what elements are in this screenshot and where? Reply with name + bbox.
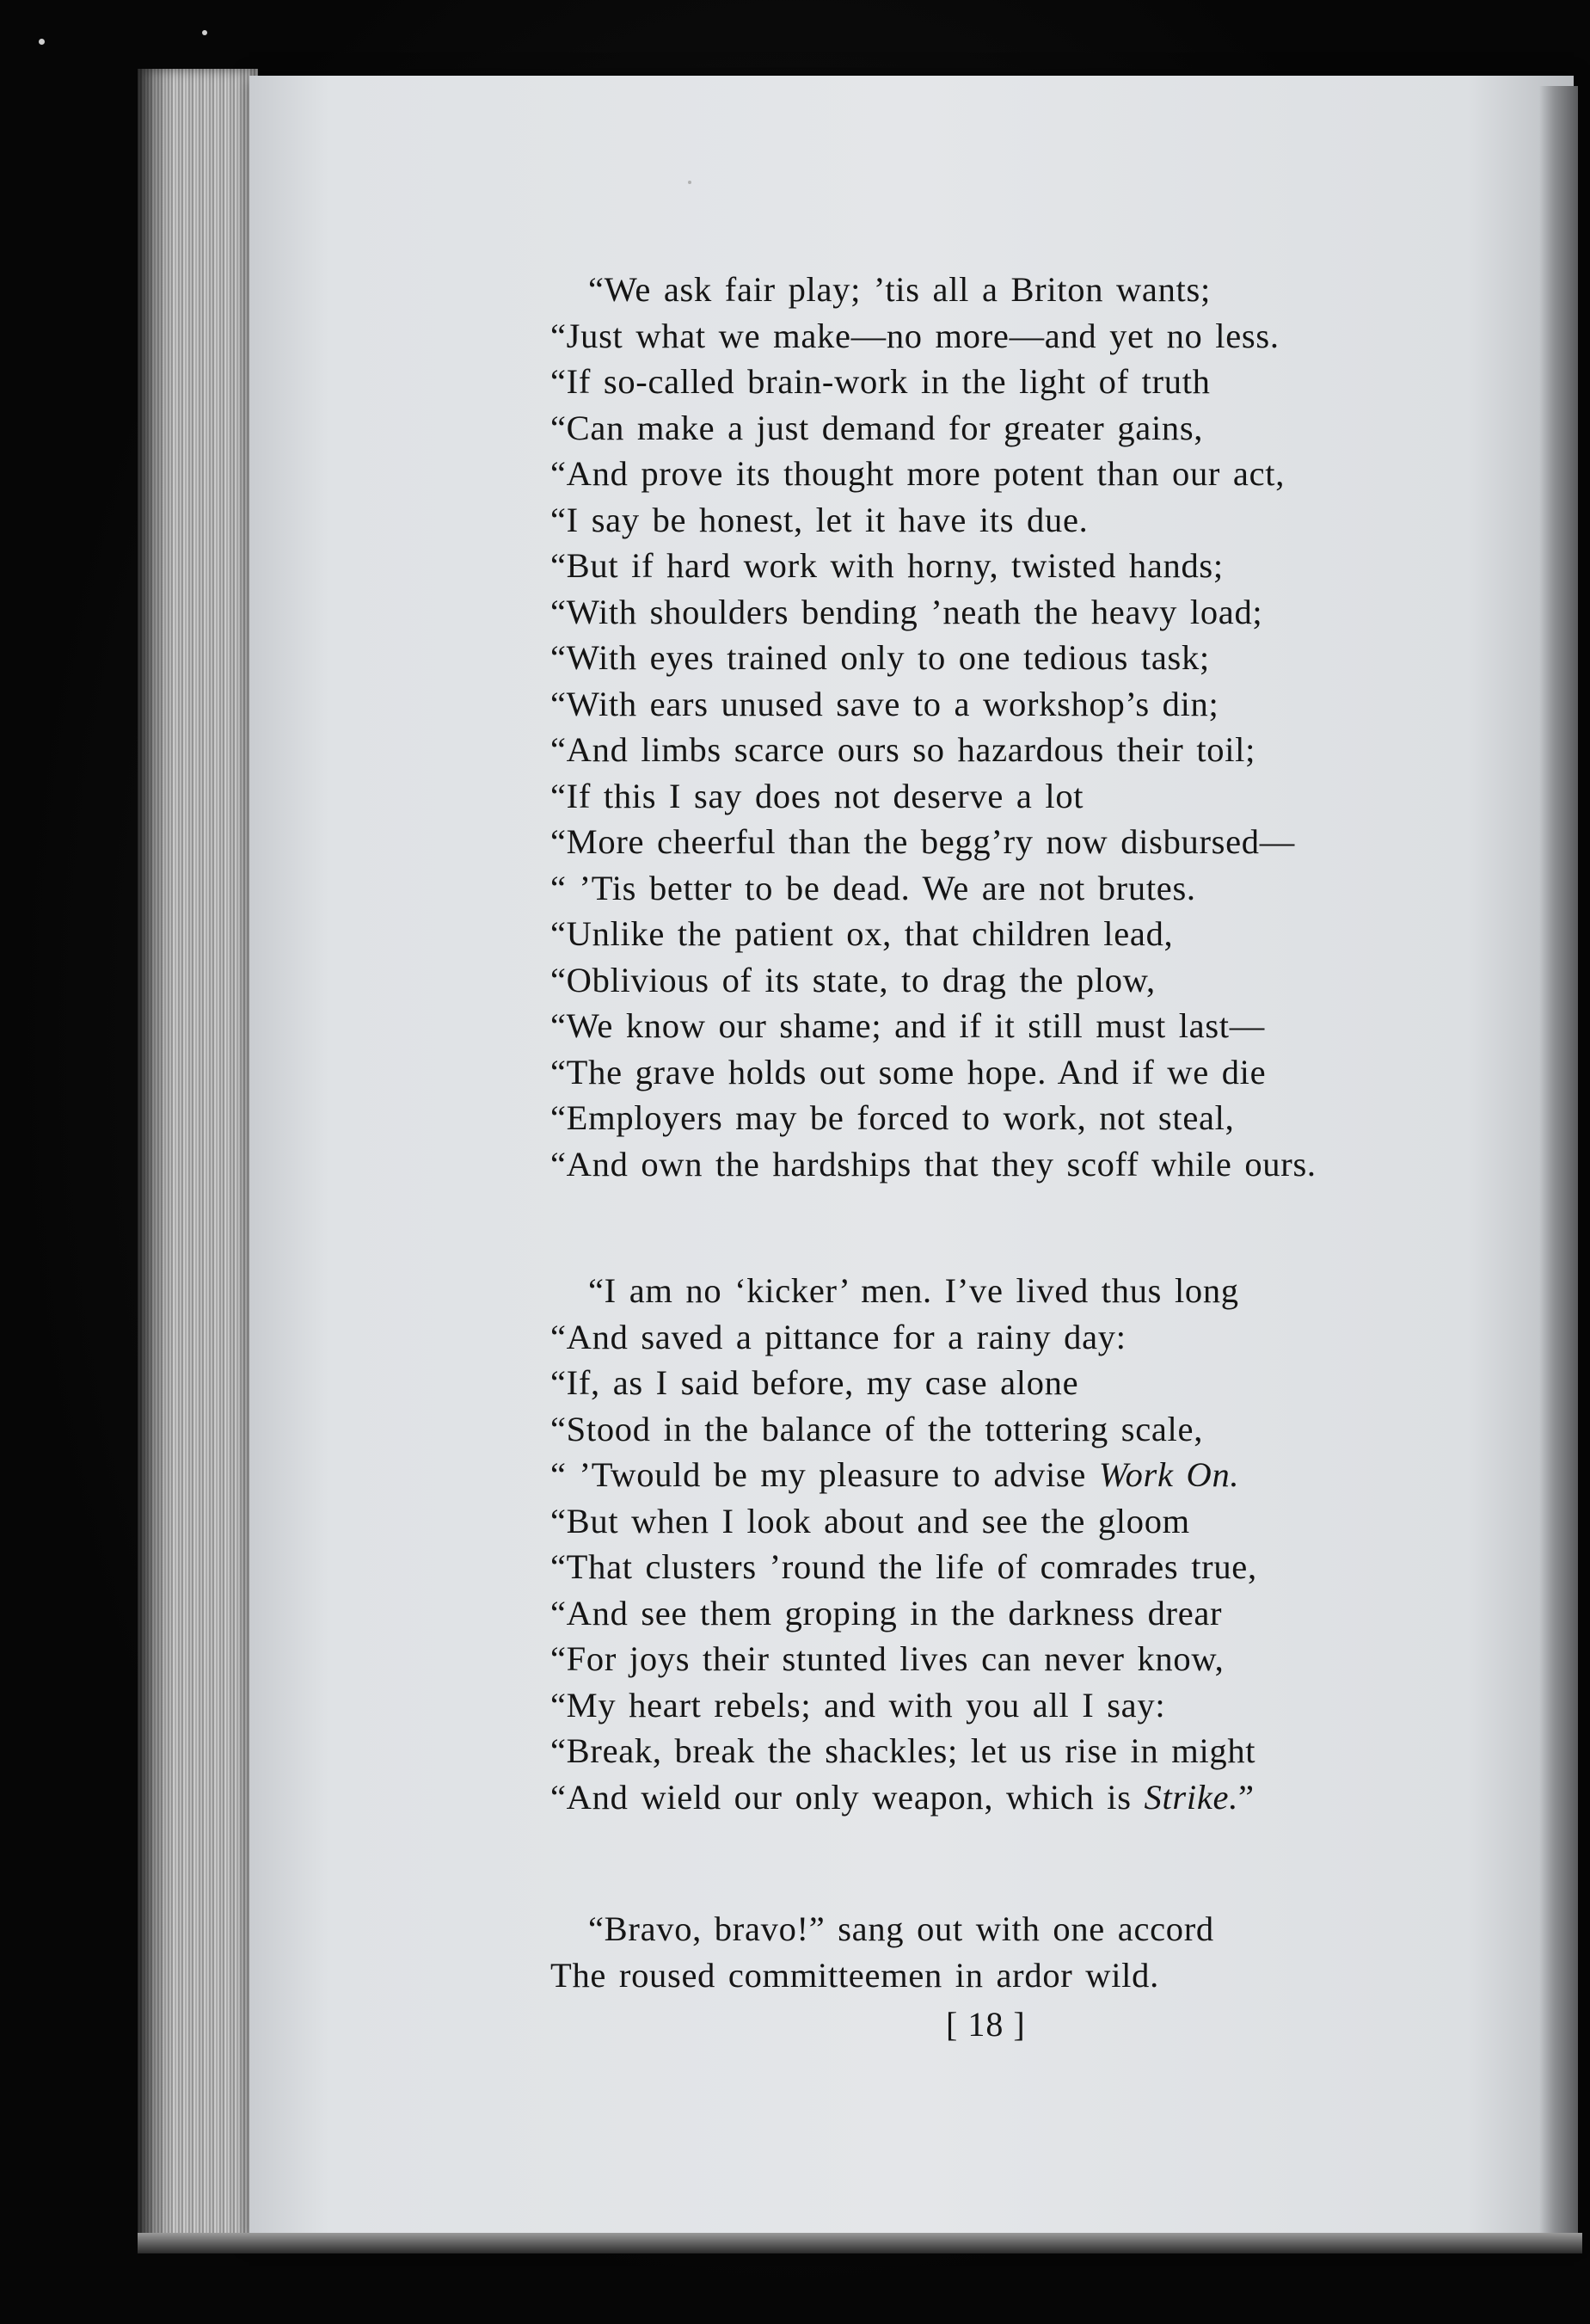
verse-line: “Just what we make—no more—and yet no less. <box>550 316 1280 355</box>
page-curl-shadow <box>1539 86 1578 2236</box>
verse-line: “And see them groping in the darkness drear <box>550 1593 1223 1632</box>
verse-line <box>550 1452 1496 1498</box>
verse-line: “We know our shame; and if it still must last— <box>550 1006 1265 1045</box>
stanza-3 <box>550 1906 1496 1998</box>
verse-line: “The grave holds out some hope. And if we die <box>550 1052 1267 1091</box>
verse-line: “More cheerful than the begg’ry now disbursed— <box>550 822 1295 861</box>
verse-line: “For joys their stunted lives can never know, <box>550 1639 1225 1678</box>
verse-line: “Employers may be forced to work, not steal, <box>550 1098 1235 1137</box>
stanza-1 <box>550 267 1496 1187</box>
book-bottom-edge <box>138 2233 1582 2253</box>
italic-emphasis: Strike. <box>1144 1777 1239 1817</box>
stanza-break <box>550 1187 1496 1268</box>
verse-line: “My heart rebels; and with you all I say: <box>550 1685 1166 1725</box>
verse-line: “ ’Tis better to be dead. We are not brutes. <box>550 868 1196 907</box>
verse-line: “That clusters ’round the life of comrades true, <box>550 1547 1257 1586</box>
verse-line: “Unlike the patient ox, that children lead, <box>550 914 1174 953</box>
verse-line: “If so-called brain-work in the light of truth <box>550 362 1211 401</box>
verse-line: “Bravo, bravo!” sang out with one accord <box>588 1909 1214 1948</box>
verse-line: The roused committeemen in ardor wild. <box>550 1955 1159 1995</box>
verse-line: “Can make a just demand for greater gains, <box>550 408 1204 447</box>
verse-line: “With ears unused save to a workshop’s din; <box>550 684 1219 723</box>
stanza-break <box>550 1820 1496 1906</box>
italic-emphasis: Work On. <box>1098 1455 1240 1494</box>
verse-line: “I am no ‘kicker’ men. I’ve lived thus long <box>588 1271 1239 1310</box>
verse-line: “With eyes trained only to one tedious task; <box>550 638 1210 677</box>
verse-line: “Break, break the shackles; let us rise in might <box>550 1731 1256 1770</box>
verse-line: “Stood in the balance of the tottering scale, <box>550 1409 1204 1448</box>
page-number: [ 18 ] <box>946 2005 1026 2044</box>
verse-line: “And own the hardships that they scoff while ours. <box>550 1144 1317 1184</box>
dust-speck <box>688 181 691 184</box>
verse-line: “I say be honest, let it have its due. <box>550 500 1089 539</box>
poem-text <box>550 267 1496 1998</box>
verse-text: “And wield our only weapon, which is <box>550 1777 1145 1817</box>
verse-line: “Oblivious of its state, to drag the plow, <box>550 960 1156 999</box>
verse-text: “ ’Twould be my pleasure to advise <box>550 1455 1099 1494</box>
dust-speck <box>39 39 45 45</box>
verse-line: “But when I look about and see the gloom <box>550 1501 1190 1540</box>
verse-line: “But if hard work with horny, twisted hands; <box>550 546 1224 585</box>
verse-line: “And prove its thought more potent than our act, <box>550 454 1286 493</box>
stanza-2 <box>550 1268 1496 1820</box>
verse-line: “We ask fair play; ’tis all a Briton wants; <box>588 270 1211 309</box>
dust-speck <box>202 30 207 35</box>
book-page-edges <box>138 69 258 2245</box>
verse-line: “With shoulders bending ’neath the heavy load; <box>550 592 1263 631</box>
verse-line: “And limbs scarce ours so hazardous their toil; <box>550 730 1256 769</box>
verse-line <box>550 1774 1496 1821</box>
verse-line: “If this I say does not deserve a lot <box>550 776 1084 815</box>
verse-line: “If, as I said before, my case alone <box>550 1363 1079 1402</box>
closing-quote: ” <box>1238 1777 1255 1817</box>
verse-line: “And saved a pittance for a rainy day: <box>550 1317 1127 1356</box>
